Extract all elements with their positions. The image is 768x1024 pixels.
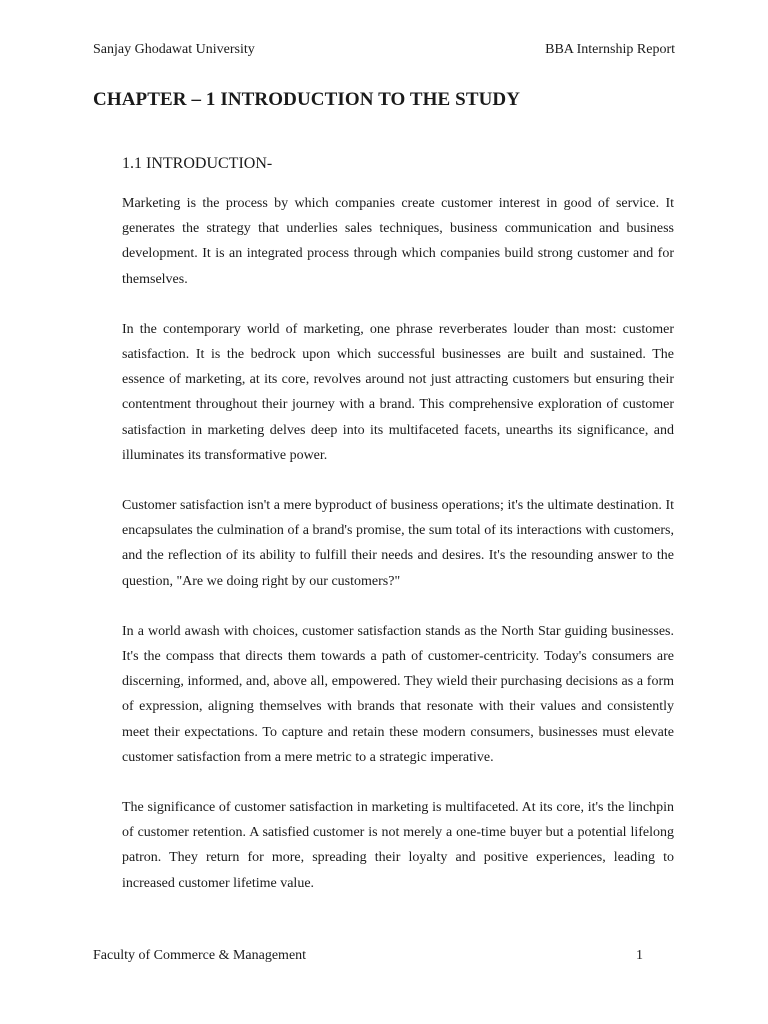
running-header xyxy=(93,40,675,60)
page-number: 1 xyxy=(636,948,643,963)
paragraph: In the contemporary world of marketing, one phrase reverberates louder than most: customer satisfaction. It is the bedrock upon which successful businesses are built and sustained. The essence of marketing, at its core, revolves around not just attracting customers but ensuring their contentment throughout their journey with a brand. This comprehensive exploration of customer satisfaction in marketing delves deep into its multifaceted facets, unearths its significance, and illuminates its transformative power. xyxy=(122,321,674,463)
paragraph: Customer satisfaction isn't a mere byproduct of business operations; it's the ultimate destination. It encapsulates the culmination of a brand's promise, the sum total of its interactions with customers, and the reflection of its ability to fulfill their needs and desires. It's the resounding answer to the question, "Are we doing right by our customers?" xyxy=(122,498,674,589)
section-heading: 1.1 INTRODUCTION- xyxy=(122,155,273,172)
chapter-title: CHAPTER – 1 INTRODUCTION TO THE STUDY xyxy=(93,89,521,110)
paragraph: The significance of customer satisfaction in marketing is multifaceted. At its core, it's the linchpin of customer retention. A satisfied customer is not merely a one-time buyer but a potential lifelong patron. They return for more, spreading their loyalty and positive experiences, leading to increased customer lifetime value. xyxy=(122,800,674,891)
header-report-title: BBA Internship Report xyxy=(545,42,675,57)
body-text xyxy=(122,191,674,921)
paragraph: Marketing is the process by which companies create customer interest in good of service. It generates the strategy that underlies sales techniques, business communication and business development. It is an integrated process through which companies build strong customer and for themselves. xyxy=(122,196,674,287)
paragraph: In a world awash with choices, customer satisfaction stands as the North Star guiding businesses. It's the compass that directs them towards a path of customer-centricity. Today's consumers are discerning, informed, and, above all, empowered. They wield their purchasing decisions as a form of expression, aligning themselves with brands that resonate with their values and consistently meet their expectations. To capture and retain these modern consumers, businesses must elevate customer satisfaction from a mere metric to a strategic imperative. xyxy=(122,623,674,765)
footer-faculty-name: Faculty of Commerce & Management xyxy=(93,948,307,963)
running-footer xyxy=(93,946,643,966)
header-university-name: Sanjay Ghodawat University xyxy=(93,42,255,57)
